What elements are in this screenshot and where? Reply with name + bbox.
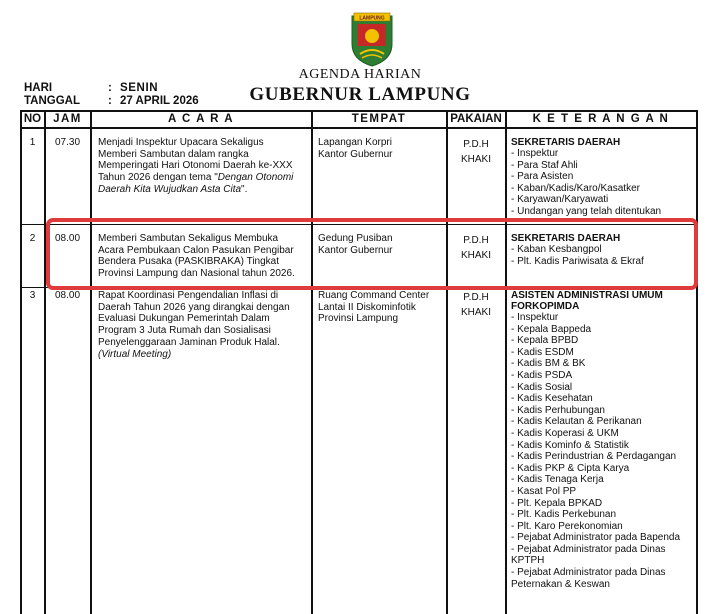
row-jam: 08.00 xyxy=(54,290,81,301)
row-jam: 08.00 xyxy=(54,233,81,244)
col-border xyxy=(20,110,22,614)
list-item: - Kadis Tenaga Kerja xyxy=(511,474,695,486)
list-item: - Kepala BPBD xyxy=(511,335,695,347)
keterangan-heading: FORKOPIMDA xyxy=(511,301,580,312)
list-item: - Kadis Kesehatan xyxy=(511,393,695,405)
list-item: - Inspektur xyxy=(511,148,695,160)
col-header-tempat: TEMPAT xyxy=(351,113,407,125)
col-header-acara: A C A R A xyxy=(167,113,235,125)
row-acara: Memberi Sambutan Sekaligus Membuka Acara Pembukaan Calon Pasukan Pengibar Bendera Pusaka (PASKIBRAKA) Tingkat Provinsi Lampung dan Nasional tahun 2026. xyxy=(98,233,295,280)
list-item: - Pejabat Administrator pada Bapenda xyxy=(511,532,695,544)
keterangan-heading: ASISTEN ADMINISTRASI UMUM xyxy=(511,290,663,301)
tanggal-value: 27 APRIL 2026 xyxy=(120,95,199,107)
row-pakaian: P.D.H KHAKI xyxy=(460,139,491,165)
col-border xyxy=(505,110,507,614)
keterangan-heading: SEKRETARIS DAERAH xyxy=(511,137,621,148)
row-acara: Rapat Koordinasi Pengendalian Inflasi di Daerah Tahun 2026 yang dirangkai dengan Evaluasi Dukungan Pemerintah Dalam Program 3 Juta Rumah dan Sosialisasi Penyelenggaraan Jaminan Produk Halal. (Virtual Meeting) xyxy=(98,290,290,360)
list-item: - Kadis PSDA xyxy=(511,370,695,382)
row-tempat: Gedung Pusiban Kantor Gubernur xyxy=(318,233,393,256)
list-item: - Kadis PKP & Cipta Karya xyxy=(511,463,695,475)
list-item: - Kadis Perhubungan xyxy=(511,405,695,417)
row-keterangan xyxy=(511,290,695,590)
col-header-no: NO xyxy=(23,113,42,125)
list-item: - Para Staf Ahli xyxy=(511,160,695,172)
lampung-logo xyxy=(348,10,396,68)
logo-text: LAMPUNG xyxy=(359,15,385,22)
col-header-pakaian: PAKAIAN xyxy=(450,113,502,125)
row-pakaian: P.D.H KHAKI xyxy=(460,292,491,318)
col-border xyxy=(311,110,313,614)
list-item: - Pejabat Administrator pada Dinas Peternakan & Keswan xyxy=(511,567,695,590)
row-tempat: Ruang Command Center Lantai II Diskominfotik Provinsi Lampung xyxy=(318,290,430,325)
row-tempat: Lapangan Korpri Kantor Gubernur xyxy=(318,137,393,160)
col-header-keterangan: K E T E R A N G A N xyxy=(532,113,670,125)
col-border xyxy=(90,110,92,614)
row-acara: Menjadi Inspektur Upacara Sekaligus Memberi Sambutan dalam rangka Memperingati Hari Otonomi Daerah ke-XXX Tahun 2026 dengan tema "Dengan Otonomi Daerah Kita Wujudkan Asta Cita". xyxy=(98,137,294,195)
list-item: - Kadis BM & BK xyxy=(511,358,695,370)
hari-value: SENIN xyxy=(120,82,159,94)
highlight-annotation xyxy=(46,218,698,290)
row-keterangan xyxy=(511,137,695,221)
list-item: - Undangan yang telah ditentukan xyxy=(511,206,695,218)
col-border xyxy=(44,110,46,614)
list-item: - Kadis Kominfo & Statistik xyxy=(511,440,695,452)
list-item: - Pejabat Administrator pada Dinas KPTPH xyxy=(511,544,695,567)
list-item: - Kadis Koperasi & UKM xyxy=(511,428,695,440)
row-pakaian: P.D.H KHAKI xyxy=(460,235,491,261)
list-item: - Kaban/Kadis/Karo/Kasatker xyxy=(511,183,695,195)
list-item: - Plt. Karo Perekonomian xyxy=(511,521,695,533)
list-item: - Kaban Kesbangpol xyxy=(511,244,695,256)
hari-label: HARI xyxy=(24,82,53,94)
col-header-jam: JAM xyxy=(53,113,82,125)
list-item: - Plt. Kadis Perkebunan xyxy=(511,509,695,521)
list-item: - Kadis Kelautan & Perikanan xyxy=(511,416,695,428)
col-border xyxy=(446,110,448,614)
row-jam: 07.30 xyxy=(54,137,81,148)
tanggal-label: TANGGAL xyxy=(24,95,81,107)
row-no: 2 xyxy=(29,233,36,244)
agenda-label: AGENDA HARIAN xyxy=(298,67,422,82)
list-item: - Plt. Kepala BPKAD xyxy=(511,498,695,510)
keterangan-heading: SEKRETARIS DAERAH xyxy=(511,233,621,244)
row-no: 3 xyxy=(29,290,36,301)
list-item: - Kasat Pol PP xyxy=(511,486,695,498)
hari-separator: : xyxy=(108,82,112,94)
list-item: - Kepala Bappeda xyxy=(511,324,695,336)
row-no: 1 xyxy=(29,137,36,148)
col-border xyxy=(696,110,698,614)
tanggal-separator: : xyxy=(108,95,112,107)
table-top-border xyxy=(20,110,697,112)
list-item: - Para Asisten xyxy=(511,171,695,183)
list-item: - Kadis ESDM xyxy=(511,347,695,359)
header-bottom-border xyxy=(20,127,697,129)
list-item: - Plt. Kadis Pariwisata & Ekraf xyxy=(511,256,695,268)
list-item: - Karyawan/Karyawati xyxy=(511,194,695,206)
list-item: - Kadis Sosial xyxy=(511,382,695,394)
list-item: - Kadis Perindustrian & Perdagangan xyxy=(511,451,695,463)
list-item: - Inspektur xyxy=(511,312,695,324)
document-title: GUBERNUR LAMPUNG xyxy=(249,84,471,105)
